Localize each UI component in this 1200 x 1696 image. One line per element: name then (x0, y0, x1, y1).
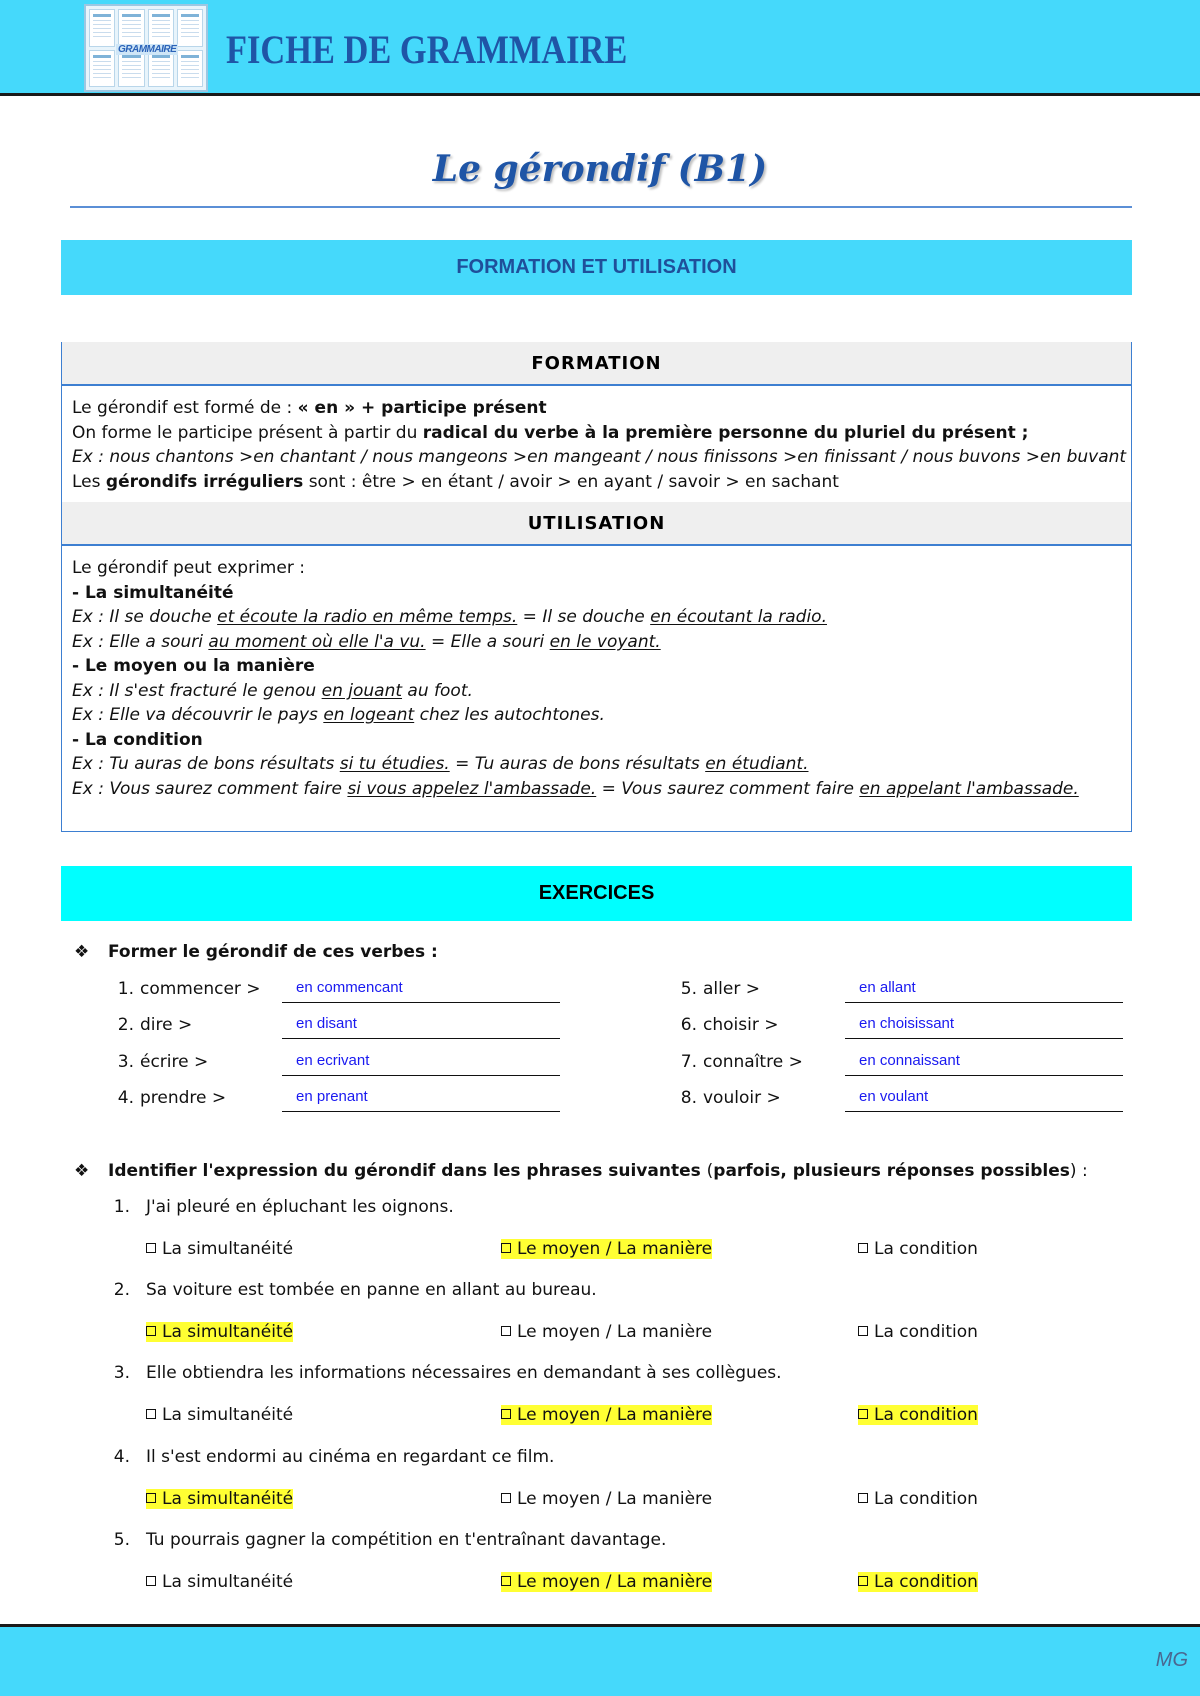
utilisation-subheading: - La condition (72, 729, 203, 750)
checkbox-icon[interactable] (858, 1409, 868, 1419)
answer-field[interactable]: en voulant (845, 1088, 1123, 1112)
answer-field[interactable]: en choisissant (845, 1015, 1123, 1039)
formation-body (62, 386, 1131, 502)
option-condition[interactable]: La condition (858, 1322, 978, 1342)
header-band (0, 0, 1200, 96)
option-condition[interactable]: La condition (858, 1239, 978, 1259)
grammar-box (61, 342, 1132, 832)
option-moyen-maniere[interactable]: Le moyen / La manière (501, 1489, 712, 1509)
formation-example: Ex : nous chantons >en chantant / nous mangeons >en mangeant / nous finissons >en finissant / nous buvons >en buvant (72, 447, 1127, 467)
checkbox-icon[interactable] (146, 1409, 156, 1419)
option-condition[interactable]: La condition (858, 1405, 978, 1425)
utilisation-example: Ex : Elle va découvrir le pays en logeant chez les autochtones. (72, 705, 605, 725)
option-moyen-maniere[interactable]: Le moyen / La manière (501, 1405, 712, 1425)
option-condition[interactable]: La condition (858, 1572, 978, 1592)
utilisation-example: Ex : Tu auras de bons résultats si tu étudies. = Tu auras de bons résultats en étudiant. (72, 754, 809, 774)
answer-field[interactable]: en ecrivant (282, 1052, 560, 1076)
option-moyen-maniere[interactable]: Le moyen / La manière (501, 1239, 712, 1259)
utilisation-body (62, 546, 1131, 809)
header-title: FICHE DE GRAMMAIRE (226, 27, 628, 72)
formation-line: On forme le participe présent à partir du radical du verbe à la première personne du pluriel du présent ; (72, 422, 1029, 443)
option-moyen-maniere[interactable]: Le moyen / La manière (501, 1322, 712, 1342)
utilisation-example: Ex : Vous saurez comment faire si vous appelez l'ambassade. = Vous saurez comment faire en appelant l'ambassade. (72, 778, 1079, 799)
exercise2-title: ❖ Identifier l'expression du gérondif dans les phrases suivantes (parfois, plusieurs réponses possibles) : (74, 1161, 1088, 1181)
checkbox-icon[interactable] (501, 1493, 511, 1503)
checkbox-icon[interactable] (858, 1576, 868, 1586)
footer-band (0, 1624, 1200, 1696)
option-moyen-maniere[interactable]: Le moyen / La manière (501, 1572, 712, 1592)
checkbox-icon[interactable] (146, 1326, 156, 1336)
utilisation-subheading: - La simultanéité (72, 582, 234, 603)
answer-field[interactable]: en prenant (282, 1088, 560, 1112)
utilisation-subheading: - Le moyen ou la manière (72, 656, 315, 676)
option-simultaneite[interactable]: La simultanéité (146, 1239, 293, 1259)
logo-text: GRAMMAIRE (118, 44, 177, 55)
diamond-bullet-icon: ❖ (74, 1161, 90, 1181)
option-simultaneite[interactable]: La simultanéité (146, 1572, 293, 1592)
checkbox-icon[interactable] (146, 1493, 156, 1503)
page-title: Le gérondif (B1) (432, 148, 768, 190)
exercise1-title: ❖ Former le gérondif de ces verbes : (74, 942, 438, 962)
checkbox-icon[interactable] (501, 1576, 511, 1586)
utilisation-example: Ex : Il se douche et écoute la radio en même temps. = Il se douche en écoutant la radio. (72, 607, 827, 627)
option-simultaneite[interactable]: La simultanéité (146, 1405, 293, 1425)
title-rule (70, 206, 1132, 208)
formation-line: Les gérondifs irréguliers sont : être > en étant / avoir > en ayant / savoir > en sachant (72, 471, 839, 492)
footer-initials: MG (1155, 1649, 1188, 1671)
checkbox-icon[interactable] (501, 1243, 511, 1253)
checkbox-icon[interactable] (858, 1493, 868, 1503)
question-text: 2. Sa voiture est tombée en panne en allant au bureau. (113, 1280, 597, 1300)
answer-field[interactable]: en commencant (282, 979, 560, 1003)
answer-field[interactable]: en connaissant (845, 1052, 1123, 1076)
utilisation-heading: UTILISATION (62, 502, 1131, 546)
question-text: 3. Elle obtiendra les informations nécessaires en demandant à ses collègues. (113, 1363, 782, 1383)
option-condition[interactable]: La condition (858, 1489, 978, 1509)
question-text: 1. J'ai pleuré en épluchant les oignons. (113, 1197, 454, 1217)
formation-heading: FORMATION (62, 342, 1131, 386)
checkbox-icon[interactable] (858, 1243, 868, 1253)
diamond-bullet-icon: ❖ (74, 942, 90, 962)
utilisation-example: Ex : Elle a souri au moment où elle l'a vu. = Elle a souri en le voyant. (72, 631, 661, 652)
checkbox-icon[interactable] (858, 1326, 868, 1336)
checkbox-icon[interactable] (501, 1326, 511, 1336)
checkbox-icon[interactable] (146, 1243, 156, 1253)
option-simultaneite[interactable]: La simultanéité (146, 1489, 293, 1509)
question-text: 4. Il s'est endormi au cinéma en regardant ce film. (113, 1447, 555, 1467)
utilisation-example: Ex : Il s'est fracturé le genou en jouant au foot. (72, 680, 473, 701)
answer-field[interactable]: en disant (282, 1015, 560, 1039)
section-band-formation: FORMATION ET UTILISATION (61, 240, 1132, 295)
section-band-exercices: EXERCICES (61, 866, 1132, 921)
option-simultaneite[interactable]: La simultanéité (146, 1322, 293, 1342)
formation-line: Le gérondif est formé de : « en » + participe présent (72, 398, 547, 418)
checkbox-icon[interactable] (146, 1576, 156, 1586)
checkbox-icon[interactable] (501, 1409, 511, 1419)
answer-field[interactable]: en allant (845, 979, 1123, 1003)
logo (84, 4, 208, 92)
utilisation-intro: Le gérondif peut exprimer : (72, 558, 305, 578)
question-text: 5. Tu pourrais gagner la compétition en t'entraînant davantage. (113, 1530, 667, 1550)
